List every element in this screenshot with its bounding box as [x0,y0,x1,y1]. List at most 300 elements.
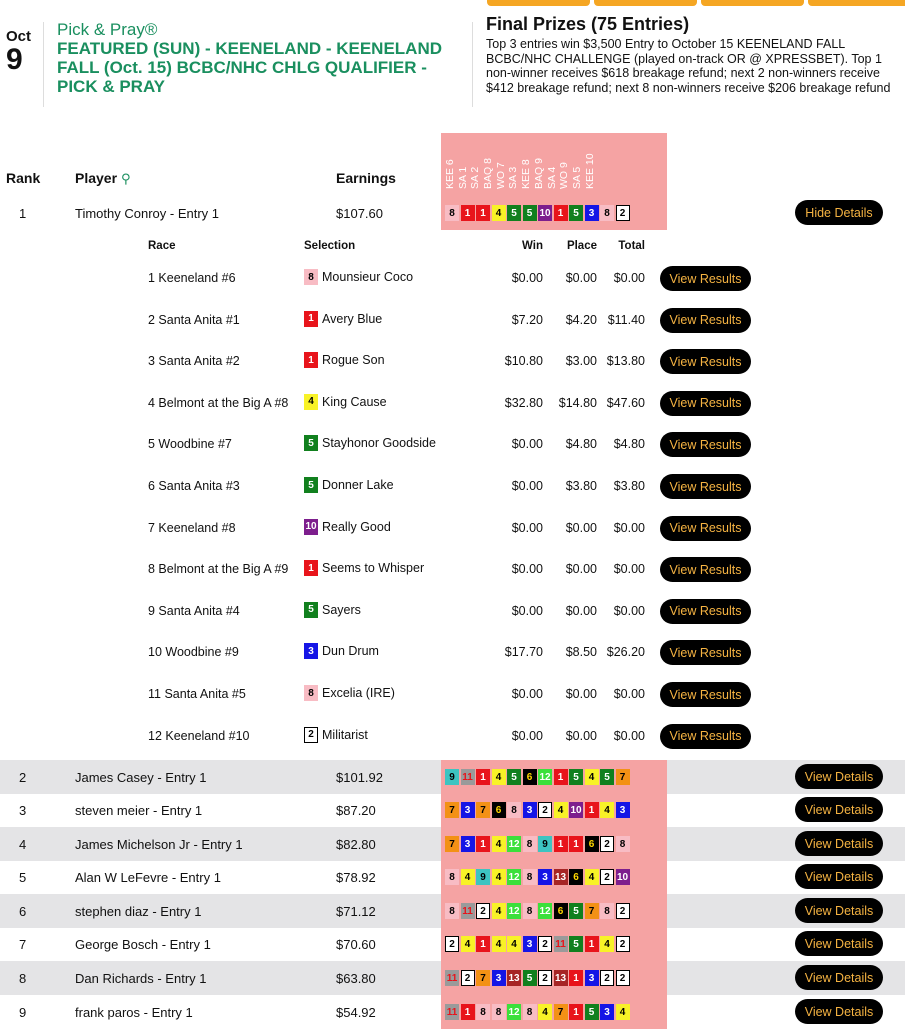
detail-place: $0.00 [565,562,597,577]
saddlecloth-number: 6 [585,836,599,852]
table-row [0,927,905,961]
detail-total: $26.20 [606,645,645,660]
view-details-button[interactable]: View Details [795,797,883,822]
detail-race-header: Race [148,240,176,252]
saddlecloth-number: 1 [569,836,583,852]
detail-total: $0.00 [613,728,645,743]
search-icon[interactable]: ⚲ [121,171,131,186]
horse-name: Sayers [322,602,361,617]
detail-total: $11.40 [607,312,645,327]
saddlecloth-number: 2 [616,970,630,986]
detail-total: $0.00 [613,562,645,577]
detail-win: $7.20 [511,312,543,327]
saddlecloth-number: 3 [538,869,552,885]
detail-race: 10 Woodbine #9 [148,645,239,660]
rank-value: 6 [19,904,27,919]
saddlecloth-number: 11 [445,1004,459,1020]
detail-win-header: Win [522,240,543,252]
saddlecloth-number: 4 [492,205,506,221]
saddlecloth-number: 7 [585,903,599,919]
detail-race: 12 Keeneland #10 [148,728,250,743]
saddlecloth-number: 11 [445,970,459,986]
horse-name: Militarist [322,727,368,742]
detail-total: $13.80 [606,354,645,369]
earnings-value: $54.92 [336,1005,376,1020]
saddlecloth-number: 3 [585,205,599,221]
view-details-button[interactable]: View Details [795,898,883,923]
table-row [0,860,905,894]
saddlecloth-number: 4 [492,869,506,885]
saddlecloth-number: 4 [461,869,475,885]
race-headers [441,133,670,189]
saddlecloth-number: 2 [616,936,630,952]
picks-strip [441,196,667,230]
saddlecloth-number: 1 [476,936,490,952]
detail-selection [304,394,387,410]
saddlecloth-number: 2 [538,802,552,818]
saddlecloth-number: 4 [585,769,599,785]
detail-place: $8.50 [565,645,597,660]
detail-win: $10.80 [504,354,543,369]
saddlecloth-number: 1 [476,205,490,221]
detail-selection [304,352,385,368]
detail-total: $4.80 [613,437,645,452]
saddlecloth-number: 8 [600,903,614,919]
horse-name: Dun Drum [322,644,379,659]
earnings-value: $78.92 [336,870,376,885]
detail-place: $0.00 [565,687,597,701]
detail-place: $0.00 [565,271,597,285]
picks-strip [441,995,667,1029]
view-details-button[interactable]: View Details [795,764,883,789]
saddlecloth-number: 5 [507,769,521,785]
saddlecloth-number: 7 [445,836,459,852]
detail-race: 8 Belmont at the Big A #9 [148,562,289,577]
saddlecloth-number: 1 [461,205,475,221]
view-results-button[interactable]: View Results [660,724,751,749]
earnings-value: $101.92 [336,770,383,785]
detail-place: $3.00 [565,354,597,369]
saddlecloth-number: 1 [554,769,568,785]
horse-name: Excelia (IRE) [322,686,395,700]
detail-selection [304,477,394,493]
saddlecloth-number: 6 [523,769,537,785]
date-day: 9 [6,43,23,76]
saddlecloth-number: 1 [476,769,490,785]
divider [472,22,473,107]
rank-value: 1 [19,206,27,221]
saddlecloth-number: 7 [445,802,459,818]
picks-strip [441,860,667,894]
saddlecloth-number: 7 [476,802,490,818]
saddlecloth-number: 3 [523,802,537,818]
saddlecloth-number: 5 [304,477,318,493]
saddlecloth-number: 4 [616,1004,630,1020]
saddlecloth-number: 8 [445,869,459,885]
saddlecloth-number: 8 [523,869,537,885]
saddlecloth-number: 3 [304,643,318,659]
player-name[interactable]: Timothy Conroy - Entry 1 [75,206,220,221]
saddlecloth-number: 8 [476,1004,490,1020]
saddlecloth-number: 8 [523,903,537,919]
detail-place: $3.80 [565,479,597,493]
saddlecloth-number: 2 [476,903,490,919]
saddlecloth-number: 4 [554,802,568,818]
saddlecloth-number: 3 [461,802,475,818]
detail-selection [304,602,361,618]
race-column-label: WO 7 [494,162,507,189]
detail-place: $0.00 [565,728,597,743]
saddlecloth-number: 2 [600,869,614,885]
contest-info [57,20,457,96]
saddlecloth-number: 4 [600,802,614,818]
detail-row [0,716,905,758]
player-header[interactable] [75,170,131,187]
saddlecloth-number: 12 [538,769,552,785]
view-details-button[interactable]: View Details [795,931,883,956]
saddlecloth-number: 9 [476,869,490,885]
horse-name: Mounsieur Coco [322,270,414,284]
earnings-value: $87.20 [336,803,376,818]
horse-name: Really Good [322,519,391,534]
detail-place: $4.80 [565,437,597,452]
detail-win: $0.00 [511,562,543,577]
detail-race: 3 Santa Anita #2 [148,354,240,369]
race-column-label: SA 4 [545,166,558,189]
table-row [0,793,905,827]
view-results-button[interactable]: View Results [660,640,751,665]
saddlecloth-number: 5 [600,769,614,785]
prizes-panel [486,14,896,95]
detail-row [0,258,905,300]
saddlecloth-number: 7 [554,1004,568,1020]
view-details-button[interactable]: View Details [795,965,883,990]
saddlecloth-number: 1 [585,802,599,818]
saddlecloth-number: 5 [523,970,537,986]
detail-row [0,300,905,342]
earnings-value: $70.60 [336,937,376,952]
detail-win: $0.00 [511,479,543,493]
detail-selection [304,269,413,285]
detail-win: $0.00 [511,687,543,701]
detail-total: $0.00 [613,603,645,618]
table-row [0,196,905,230]
earnings-value: $63.80 [336,971,376,986]
race-column-label: SA 3 [507,166,520,189]
detail-win: $17.70 [504,645,543,660]
detail-race: 5 Woodbine #7 [148,437,232,452]
race-column-label: KEE 6 [444,159,456,189]
saddlecloth-number: 6 [554,903,568,919]
detail-total: $0.00 [613,687,645,701]
detail-row [0,508,905,550]
saddlecloth-number: 5 [569,205,583,221]
saddlecloth-number: 1 [585,936,599,952]
detail-selection [304,435,436,451]
race-column-label: SA 2 [469,166,482,189]
rank-value: 8 [19,971,27,986]
saddlecloth-number: 5 [569,936,583,952]
top-tab[interactable] [808,0,905,6]
saddlecloth-number: 12 [538,903,552,919]
detail-race: 6 Santa Anita #3 [148,479,240,493]
race-column-label: BAQ 8 [482,158,495,189]
player-name[interactable]: steven meier - Entry 1 [75,803,203,818]
saddlecloth-number: 8 [445,205,459,221]
race-column-label: WO 9 [558,162,571,189]
detail-win: $32.80 [504,395,543,410]
saddlecloth-number: 4 [492,936,506,952]
saddlecloth-number: 1 [461,1004,475,1020]
player-name[interactable]: frank paros - Entry 1 [75,1005,193,1020]
saddlecloth-number: 2 [600,970,614,986]
saddlecloth-number: 1 [476,836,490,852]
saddlecloth-number: 1 [554,205,568,221]
saddlecloth-number: 8 [523,1004,537,1020]
saddlecloth-number: 11 [554,936,568,952]
detail-row [0,674,905,716]
saddlecloth-number: 2 [616,205,630,221]
view-results-button[interactable]: View Results [660,557,751,582]
race-column-label: KEE 10 [583,153,596,189]
saddlecloth-number: 2 [538,970,552,986]
saddlecloth-number: 13 [554,970,568,986]
saddlecloth-number: 7 [476,970,490,986]
detail-row [0,341,905,383]
detail-selection-header: Selection [304,240,356,252]
saddlecloth-number: 6 [492,802,506,818]
date-month: Oct [6,28,32,45]
view-results-button[interactable]: View Results [660,474,751,499]
rank-value: 9 [19,1005,27,1020]
saddlecloth-number: 6 [569,869,583,885]
view-details-button[interactable]: View Details [795,864,883,889]
saddlecloth-number: 5 [569,903,583,919]
saddlecloth-number: 1 [569,970,583,986]
saddlecloth-number: 12 [507,903,521,919]
saddlecloth-number: 3 [585,970,599,986]
saddlecloth-number: 5 [507,205,521,221]
detail-race: 2 Santa Anita #1 [148,312,240,327]
saddlecloth-number: 4 [492,903,506,919]
prizes-title: Final Prizes (75 Entries) [486,14,690,34]
saddlecloth-number: 1 [304,352,318,368]
saddlecloth-number: 12 [507,836,521,852]
player-name[interactable]: James Casey - Entry 1 [75,770,207,785]
detail-selection [304,643,379,659]
saddlecloth-number: 4 [507,936,521,952]
saddlecloth-number: 9 [445,769,459,785]
saddlecloth-number: 4 [585,869,599,885]
detail-race: 1 Keeneland #6 [148,271,236,285]
top-tab-strip [487,0,905,6]
detail-win: $0.00 [511,603,543,618]
table-row [0,760,905,794]
detail-row [0,549,905,591]
race-column-label: SA 5 [570,166,583,189]
player-header-label: Player [75,170,118,186]
detail-selection [304,727,368,743]
horse-name: King Cause [322,394,387,409]
earnings-value: $107.60 [336,206,383,221]
player-name[interactable]: George Bosch - Entry 1 [75,937,211,952]
rank-value: 5 [19,870,27,885]
detail-place: $14.80 [558,395,597,410]
saddlecloth-number: 12 [507,1004,521,1020]
detail-row [0,591,905,633]
contest-date [6,28,46,75]
detail-total: $0.00 [613,271,645,285]
player-name[interactable]: James Michelson Jr - Entry 1 [75,837,243,852]
detail-selection [304,560,424,576]
player-name[interactable]: Alan W LeFevre - Entry 1 [75,870,221,885]
detail-row [0,632,905,674]
saddlecloth-number: 5 [569,769,583,785]
detail-selection [304,519,391,535]
saddlecloth-number: 4 [492,769,506,785]
saddlecloth-number: 8 [445,903,459,919]
saddlecloth-number: 2 [461,970,475,986]
top-tab[interactable] [594,0,697,6]
picks-strip [441,894,667,928]
rank-value: 3 [19,803,27,818]
detail-win: $0.00 [511,437,543,452]
table-row [0,961,905,995]
saddlecloth-number: 3 [461,836,475,852]
saddlecloth-number: 3 [523,936,537,952]
saddlecloth-number: 1 [554,836,568,852]
player-name[interactable]: Dan Richards - Entry 1 [75,971,207,986]
detail-win: $0.00 [511,520,543,535]
earnings-value: $71.12 [336,904,376,919]
hide-details-button[interactable]: Hide Details [795,200,883,225]
detail-selection [304,311,382,327]
saddlecloth-number: 5 [585,1004,599,1020]
contest-title: FEATURED (SUN) - KEENELAND - KEENELAND FALL (Oct. 15) BCBC/NHC CHLG QUALIFIER - PICK & PRAY [57,39,443,96]
saddlecloth-number: 4 [304,394,318,410]
saddlecloth-number: 8 [304,685,318,701]
horse-name: Rogue Son [322,353,385,368]
picks-strip [441,961,667,995]
saddlecloth-number: 10 [616,869,630,885]
detail-race: 7 Keeneland #8 [148,520,236,535]
race-column-label: BAQ 9 [532,158,545,189]
saddlecloth-number: 9 [538,836,552,852]
saddlecloth-number: 7 [616,769,630,785]
saddlecloth-number: 4 [461,936,475,952]
picks-strip [441,927,667,961]
saddlecloth-number: 2 [538,936,552,952]
rank-value: 2 [19,770,27,785]
earnings-value: $82.80 [336,837,376,852]
rank-value: 4 [19,837,27,852]
saddlecloth-number: 10 [569,802,583,818]
detail-place: $0.00 [565,603,597,618]
table-row [0,827,905,861]
view-results-button[interactable]: View Results [660,682,751,707]
saddlecloth-number: 5 [523,205,537,221]
earnings-header: Earnings [336,170,396,186]
view-results-button[interactable]: View Results [660,516,751,541]
saddlecloth-number: 2 [304,727,318,743]
view-results-button[interactable]: View Results [660,599,751,624]
contest-type: Pick & Pray® [57,20,158,39]
detail-total: $47.60 [606,395,645,410]
picks-strip [441,793,667,827]
detail-win: $0.00 [511,728,543,743]
saddlecloth-number: 8 [523,836,537,852]
view-results-button[interactable]: View Results [660,391,751,416]
detail-place: $0.00 [565,520,597,535]
divider [43,22,44,107]
saddlecloth-number: 2 [616,903,630,919]
saddlecloth-number: 2 [600,836,614,852]
saddlecloth-number: 1 [304,311,318,327]
prizes-text: Top 3 entries win $3,500 Entry to October 15 KEENELAND FALL BCBC/NHC CHALLENGE (played on-track OR @ XPRESSBET). Top 1 non-winner receives $618 breakage refund; next 2 non-winners receive $412 breakage refund; next 8 non-winners receive $206 breakage refund [486,37,891,95]
saddlecloth-number: 3 [492,970,506,986]
detail-place: $4.20 [565,312,597,327]
table-row [0,995,905,1029]
detail-total: $0.00 [613,520,645,535]
table-row [0,894,905,928]
saddlecloth-number: 8 [600,205,614,221]
horse-name: Donner Lake [322,478,394,492]
saddlecloth-number: 10 [538,205,552,221]
detail-race: 11 Santa Anita #5 [148,687,246,701]
top-tab[interactable] [487,0,590,6]
saddlecloth-number: 13 [554,869,568,885]
detail-win: $0.00 [511,271,543,285]
view-details-button[interactable]: View Details [795,999,883,1024]
detail-row [0,424,905,466]
view-details-button[interactable]: View Details [795,831,883,856]
view-results-button[interactable]: View Results [660,432,751,457]
detail-race: 4 Belmont at the Big A #8 [148,395,289,410]
race-column-label: KEE 8 [520,159,533,189]
top-tab[interactable] [701,0,804,6]
detail-row [0,383,905,425]
player-name[interactable]: stephen diaz - Entry 1 [75,904,202,919]
picks-strip [441,760,667,794]
saddlecloth-number: 11 [461,769,475,785]
view-results-button[interactable]: View Results [660,349,751,374]
saddlecloth-number: 4 [538,1004,552,1020]
saddlecloth-number: 11 [461,903,475,919]
saddlecloth-number: 8 [507,802,521,818]
saddlecloth-number: 3 [616,802,630,818]
saddlecloth-number: 1 [304,560,318,576]
saddlecloth-number: 2 [445,936,459,952]
race-column-label: SA 1 [456,166,469,189]
horse-name: Stayhonor Goodside [322,436,436,451]
rank-header: Rank [6,170,41,186]
view-results-button[interactable]: View Results [660,266,751,291]
saddlecloth-number: 3 [600,1004,614,1020]
saddlecloth-number: 4 [600,936,614,952]
view-results-button[interactable]: View Results [660,308,751,333]
detail-total: $3.80 [613,479,645,493]
saddlecloth-number: 8 [304,269,318,285]
horse-name: Avery Blue [322,311,383,326]
rank-value: 7 [19,937,27,952]
detail-row [0,466,905,508]
saddlecloth-number: 5 [304,435,318,451]
saddlecloth-number: 13 [507,970,521,986]
saddlecloth-number: 1 [569,1004,583,1020]
saddlecloth-number: 4 [492,836,506,852]
detail-total-header: Total [618,240,645,252]
detail-place-header: Place [566,240,597,252]
